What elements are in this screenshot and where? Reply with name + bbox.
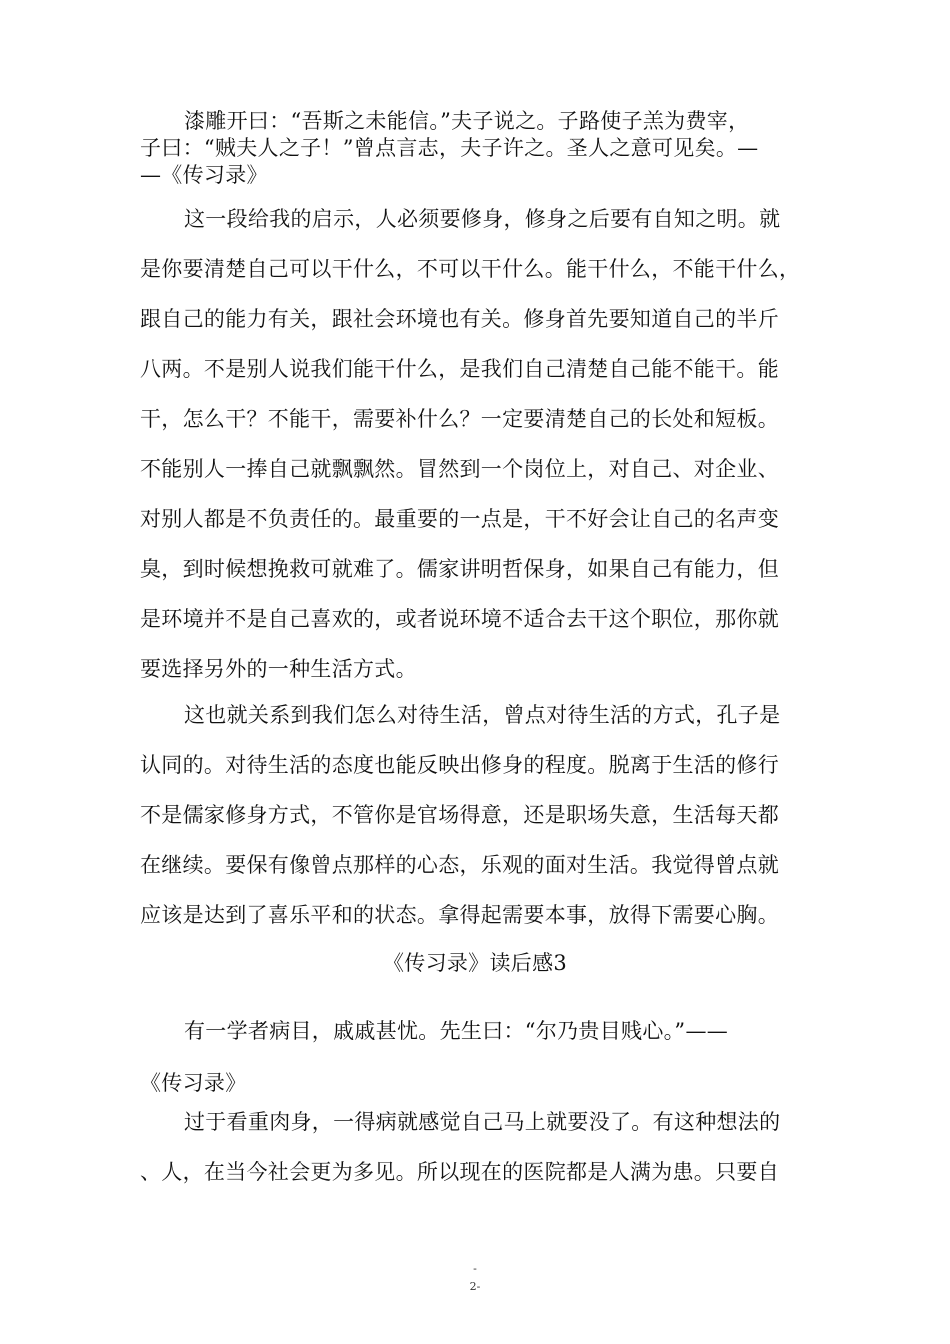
text-line: —《传习录》 (140, 163, 268, 187)
footer-dash: - (473, 1262, 477, 1275)
text-line: 《传习录》 (140, 1071, 247, 1095)
text-line: 应该是达到了喜乐平和的状态。拿得起需要本事，放得下需要心胸。 (140, 903, 779, 927)
text-line: 跟自己的能力有关，跟社会环境也有关。修身首先要知道自己的半斤 (140, 307, 779, 331)
text-line: 这一段给我的启示，人必须要修身，修身之后要有自知之明。就 (184, 207, 781, 231)
page-number: 2- (469, 1280, 481, 1293)
text-line: 干，怎么干？不能干，需要补什么？一定要清楚自己的长处和短板。 (140, 407, 779, 431)
text-line: 有一学者病目，戚戚甚忧。先生曰：“尔乃贵目贱心。”—— (184, 1019, 729, 1043)
reflection-paragraph-3 (140, 1097, 812, 1197)
text-line: 臭，到时候想挽救可就难了。儒家讲明哲保身，如果自己有能力，但 (140, 557, 779, 581)
text-line: 在继续。要保有像曾点那样的心态，乐观的面对生活。我觉得曾点就 (140, 853, 779, 877)
text-line: 认同的。对待生活的态度也能反映出修身的程度。脱离于生活的修行 (140, 753, 779, 777)
section-title: 《传习录》读后感3 (382, 951, 568, 975)
text-line: 这也就关系到我们怎么对待生活，曾点对待生活的方式，孔子是 (184, 703, 781, 727)
text-line: 子曰：“贼夫人之子！”曾点言志，夫子许之。圣人之意可见矣。— (140, 136, 759, 160)
text-line: 要选择另外的一种生活方式。 (140, 657, 417, 681)
quote-paragraph-2 (140, 1005, 812, 1109)
text-line: 是环境并不是自己喜欢的，或者说环境不适合去干这个职位，那你就 (140, 607, 779, 631)
reflection-paragraph-2 (140, 690, 812, 940)
text-line: 不能别人一捧自己就飘飘然。冒然到一个岗位上，对自己、对企业、 (140, 457, 779, 481)
text-line: 过于看重肉身，一得病就感觉自己马上就要没了。有这种想法的 (184, 1110, 781, 1134)
text-line: 、人，在当今社会更为多见。所以现在的医院都是人满为患。只要自 (140, 1160, 779, 1184)
text-line: 漆雕开曰：“吾斯之未能信。”夫子说之。子路使子羔为费宰， (184, 109, 750, 133)
text-line: 不是儒家修身方式，不管你是官场得意，还是职场失意，生活每天都 (140, 803, 779, 827)
quote-paragraph-1 (140, 108, 812, 189)
reflection-paragraph-1 (140, 194, 812, 694)
text-line: 对别人都是不负责任的。最重要的一点是，干不好会让自己的名声变 (140, 507, 779, 531)
text-line: 是你要清楚自己可以干什么，不可以干什么。能干什么，不能干什么， (140, 257, 801, 281)
text-line: 八两。不是别人说我们能干什么，是我们自己清楚自己能不能干。能 (140, 357, 779, 381)
